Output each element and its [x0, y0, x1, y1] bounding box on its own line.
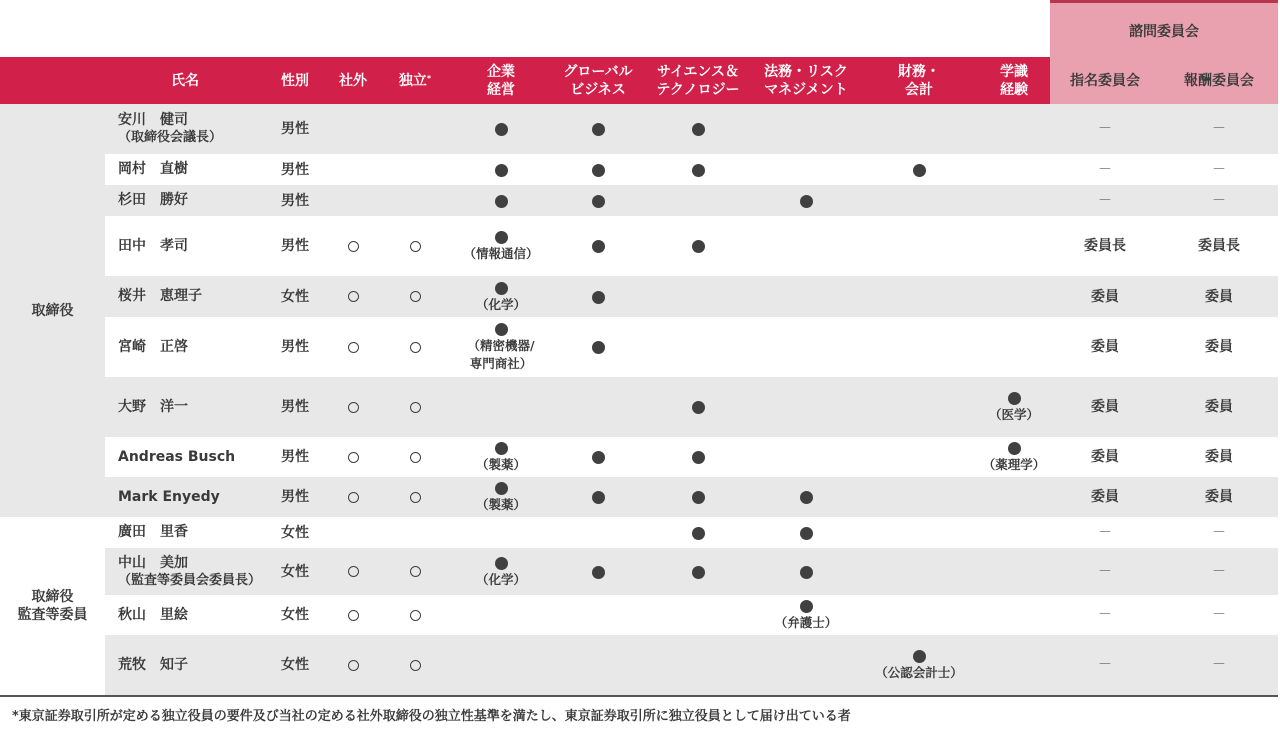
- cell-management: [460, 548, 542, 595]
- cell-management: [460, 216, 542, 276]
- member-name: [118, 185, 188, 216]
- cell-academic: [978, 635, 1050, 695]
- cell-gender: [270, 276, 320, 317]
- skill-dot-icon: [592, 451, 605, 464]
- cell-academic: [978, 437, 1050, 477]
- member-name: [118, 216, 188, 276]
- outside-circle-icon: [348, 660, 359, 671]
- member-name: [118, 377, 188, 437]
- cell-compensation: [1166, 477, 1272, 517]
- cell-management: [460, 517, 542, 548]
- member-name: [118, 635, 188, 695]
- independent-footnote-mark: *: [426, 73, 432, 83]
- cell-management: [460, 276, 542, 317]
- cell-management: [460, 104, 542, 154]
- cell-compensation: [1166, 154, 1272, 185]
- independent-circle-icon: [410, 452, 421, 463]
- cell-compensation: [1166, 185, 1272, 216]
- cell-finance: [875, 635, 963, 695]
- independent-circle-icon: [410, 402, 421, 413]
- nomination-role: 委員: [1091, 489, 1119, 505]
- cell-academic: [978, 185, 1050, 216]
- cell-compensation: [1166, 437, 1272, 477]
- cell-management: [460, 154, 542, 185]
- cell-science: [646, 154, 750, 185]
- cell-science: [646, 276, 750, 317]
- cell-legal: [752, 317, 860, 377]
- cell-gender: [270, 595, 320, 635]
- cell-compensation: [1166, 216, 1272, 276]
- cell-outside: [328, 216, 378, 276]
- cell-legal: [752, 635, 860, 695]
- member-name: [118, 548, 261, 595]
- cell-compensation: [1166, 595, 1272, 635]
- cell-science: [646, 437, 750, 477]
- skill-note: （化学）: [475, 296, 526, 312]
- nomination-role: －: [1098, 161, 1112, 178]
- member-name: [118, 437, 235, 477]
- cell-outside: [328, 185, 378, 216]
- cell-outside: [328, 595, 378, 635]
- skill-dot-icon: [592, 491, 605, 504]
- cell-academic: [978, 517, 1050, 548]
- category-directors: 取締役: [31, 302, 74, 319]
- cell-management: [460, 635, 542, 695]
- cell-science: [646, 317, 750, 377]
- cell-nomination: [1052, 317, 1158, 377]
- gender-value: 男性: [281, 192, 309, 209]
- skill-note: （情報通信）: [463, 246, 539, 261]
- nomination-role: －: [1098, 121, 1112, 137]
- cell-legal: [752, 437, 860, 477]
- outside-circle-icon: [348, 610, 359, 621]
- cell-nomination: [1052, 154, 1158, 185]
- skill-dot-icon: [800, 600, 813, 613]
- gender-value: 女性: [281, 607, 309, 623]
- cell-management: [460, 437, 542, 477]
- cell-legal: [752, 548, 860, 595]
- cell-global: [552, 635, 644, 695]
- cell-science: [646, 635, 750, 695]
- cell-global: [552, 185, 644, 216]
- cell-independent: [390, 635, 440, 695]
- outside-circle-icon: [348, 492, 359, 503]
- nomination-role: 委員長: [1084, 238, 1126, 254]
- skill-note: （弁護士）: [774, 615, 838, 630]
- cell-global: [552, 477, 644, 517]
- outside-circle-icon: [348, 241, 359, 252]
- cell-gender: [270, 635, 320, 695]
- cell-nomination: [1052, 437, 1158, 477]
- cell-independent: [390, 477, 440, 517]
- nomination-role: －: [1098, 657, 1112, 673]
- cell-gender: [270, 216, 320, 276]
- cell-independent: [390, 548, 440, 595]
- cell-outside: [328, 635, 378, 695]
- skill-dot-icon: [800, 195, 813, 208]
- col-header-independent: [390, 57, 440, 104]
- cell-science: [646, 377, 750, 437]
- cell-gender: [270, 317, 320, 377]
- skill-note: （製薬）: [475, 457, 526, 472]
- cell-outside: [328, 477, 378, 517]
- cell-compensation: [1166, 517, 1272, 548]
- category-audit-committee: 取締役 監査等委員: [17, 589, 88, 623]
- cell-gender: [270, 437, 320, 477]
- member-name-text: 秋山 里絵: [118, 606, 188, 623]
- cell-academic: [978, 216, 1050, 276]
- col-header-finance: 財務・ 会計: [898, 63, 940, 98]
- skill-dot-icon: [495, 282, 508, 295]
- cell-compensation: [1166, 635, 1272, 695]
- cell-legal: [752, 517, 860, 548]
- cell-outside: [328, 276, 378, 317]
- gender-value: 女性: [281, 288, 309, 305]
- cell-legal: [752, 104, 860, 154]
- cell-nomination: [1052, 595, 1158, 635]
- cell-global: [552, 104, 644, 154]
- member-name-text: 荒牧 知子: [118, 656, 188, 673]
- compensation-role: －: [1212, 192, 1226, 209]
- skill-dot-icon: [800, 566, 813, 579]
- member-name-text: 廣田 里香: [118, 524, 188, 540]
- col-header-outside: 社外: [339, 72, 367, 89]
- cell-independent: [390, 185, 440, 216]
- member-name-text: Andreas Busch: [118, 448, 236, 465]
- member-name-text: 田中 孝司: [118, 237, 188, 254]
- outside-circle-icon: [348, 566, 359, 577]
- skill-note: 専門商社）: [469, 356, 533, 371]
- independent-circle-icon: [410, 566, 421, 577]
- skill-dot-icon: [1008, 392, 1021, 405]
- footnote: *東京証券取引所が定める独立役員の要件及び当社の定める社外取締役の独立性基準を満たし、東京証券取引所に独立役員として届け出ている者: [12, 709, 851, 724]
- member-name: [118, 477, 220, 517]
- member-name-text: 中山 美加: [118, 554, 188, 571]
- compensation-role: 委員: [1205, 399, 1233, 415]
- cell-legal: [752, 216, 860, 276]
- compensation-role: 委員: [1205, 288, 1233, 305]
- outside-circle-icon: [348, 342, 359, 353]
- cell-management: [460, 477, 542, 517]
- skill-dot-icon: [692, 123, 705, 136]
- cell-nomination: [1052, 276, 1158, 317]
- skill-dot-icon: [592, 341, 605, 354]
- cell-management: [460, 317, 542, 377]
- nomination-role: 委員: [1091, 339, 1119, 355]
- independent-circle-icon: [410, 291, 421, 302]
- nomination-role: －: [1098, 563, 1112, 580]
- cell-gender: [270, 548, 320, 595]
- compensation-role: 委員: [1205, 489, 1233, 505]
- cell-outside: [328, 104, 378, 154]
- cell-science: [646, 185, 750, 216]
- nomination-role: 委員: [1091, 399, 1119, 415]
- cell-outside: [328, 437, 378, 477]
- gender-value: 女性: [281, 563, 309, 580]
- outside-circle-icon: [348, 452, 359, 463]
- skill-dot-icon: [495, 164, 508, 177]
- cell-nomination: [1052, 377, 1158, 437]
- cell-finance: [878, 517, 960, 548]
- cell-global: [552, 216, 644, 276]
- cell-nomination: [1052, 185, 1158, 216]
- cell-finance: [878, 548, 960, 595]
- skill-dot-icon: [495, 482, 508, 495]
- cell-science: [646, 104, 750, 154]
- cell-global: [552, 437, 644, 477]
- member-name: [118, 154, 188, 185]
- cell-nomination: [1052, 104, 1158, 154]
- member-name-text: 安川 健司: [118, 112, 188, 128]
- skill-dot-icon: [495, 442, 508, 455]
- cell-finance: [878, 595, 960, 635]
- cell-independent: [390, 437, 440, 477]
- cell-global: [552, 317, 644, 377]
- col-header-management: 企業 経営: [487, 63, 515, 98]
- col-header-academic: 学識 経験: [1000, 63, 1028, 98]
- member-name-text: 大野 洋一: [118, 398, 188, 415]
- cell-outside: [328, 548, 378, 595]
- cell-legal: [752, 477, 860, 517]
- gender-value: 男性: [281, 121, 309, 137]
- cell-academic: [978, 477, 1050, 517]
- compensation-role: －: [1212, 121, 1226, 137]
- cell-independent: [390, 154, 440, 185]
- independent-circle-icon: [410, 610, 421, 621]
- cell-gender: [270, 377, 320, 437]
- member-name: [118, 104, 222, 154]
- cell-compensation: [1166, 377, 1272, 437]
- skill-dot-icon: [495, 323, 508, 336]
- cell-legal: [752, 185, 860, 216]
- cell-nomination: [1052, 477, 1158, 517]
- skill-dot-icon: [692, 164, 705, 177]
- cell-independent: [390, 595, 440, 635]
- cell-outside: [328, 317, 378, 377]
- member-role-note: （監査等委員会委員長）: [118, 572, 262, 588]
- cell-independent: [390, 377, 440, 437]
- cell-management: [460, 377, 542, 437]
- cell-outside: [328, 377, 378, 437]
- cell-independent: [390, 276, 440, 317]
- cell-compensation: [1166, 276, 1272, 317]
- skill-dot-icon: [495, 123, 508, 136]
- cell-global: [552, 377, 644, 437]
- gender-value: 男性: [281, 489, 309, 505]
- member-role-note: （取締役会議長）: [118, 130, 223, 145]
- member-name: [118, 276, 202, 317]
- skill-dot-icon: [592, 291, 605, 304]
- gender-value: 男性: [281, 161, 309, 178]
- member-name-text: 桜井 恵理子: [118, 288, 202, 304]
- gender-value: 男性: [281, 449, 309, 465]
- compensation-role: －: [1212, 524, 1226, 541]
- compensation-role: －: [1212, 607, 1226, 623]
- compensation-role: －: [1212, 657, 1226, 673]
- cell-compensation: [1166, 317, 1272, 377]
- cell-finance: [878, 104, 960, 154]
- member-name: [118, 595, 188, 635]
- cell-global: [552, 548, 644, 595]
- independent-circle-icon: [410, 660, 421, 671]
- skill-dot-icon: [800, 491, 813, 504]
- cell-gender: [270, 517, 320, 548]
- cell-outside: [328, 154, 378, 185]
- nomination-role: －: [1098, 192, 1112, 209]
- compensation-role: 委員: [1205, 339, 1233, 355]
- cell-compensation: [1166, 548, 1272, 595]
- bottom-rule: [0, 695, 1278, 697]
- skill-dot-icon: [692, 451, 705, 464]
- advisory-committee-band: [1050, 0, 1278, 57]
- skill-dot-icon: [692, 566, 705, 579]
- skill-dot-icon: [913, 650, 926, 663]
- cell-academic: [978, 377, 1050, 437]
- independent-circle-icon: [410, 241, 421, 252]
- cell-finance: [878, 477, 960, 517]
- col-header-science: サイエンス＆ テクノロジー: [656, 63, 740, 98]
- skill-dot-icon: [495, 557, 508, 570]
- cell-global: [552, 595, 644, 635]
- member-name: [118, 317, 188, 377]
- cell-legal: [752, 276, 860, 317]
- cell-independent: [390, 216, 440, 276]
- nomination-role: 委員: [1091, 288, 1119, 305]
- member-name-text: 岡村 直樹: [118, 161, 188, 177]
- outside-circle-icon: [348, 402, 359, 413]
- cell-finance: [878, 437, 960, 477]
- independent-label: 独立: [398, 72, 427, 89]
- skill-note: （化学）: [475, 571, 526, 587]
- skill-dot-icon: [692, 491, 705, 504]
- skill-note: （製薬）: [475, 497, 526, 512]
- cell-finance: [878, 317, 960, 377]
- col-header-gender: 性別: [281, 72, 309, 89]
- cell-outside: [328, 517, 378, 548]
- skill-dot-icon: [692, 240, 705, 253]
- skill-dot-icon: [800, 527, 813, 540]
- cell-gender: [270, 477, 320, 517]
- cell-academic: [978, 276, 1050, 317]
- skill-dot-icon: [592, 566, 605, 579]
- cell-finance: [878, 377, 960, 437]
- independent-circle-icon: [410, 492, 421, 503]
- cell-finance: [878, 276, 960, 317]
- gender-value: 女性: [281, 657, 309, 673]
- cell-gender: [270, 154, 320, 185]
- skill-dot-icon: [592, 164, 605, 177]
- member-name: [118, 517, 188, 548]
- cell-science: [646, 548, 750, 595]
- cell-global: [552, 276, 644, 317]
- cell-academic: [978, 154, 1050, 185]
- skill-dot-icon: [592, 240, 605, 253]
- col-header-compensation: 報酬委員会: [1184, 72, 1254, 89]
- nomination-role: －: [1098, 607, 1112, 623]
- skill-dot-icon: [913, 164, 926, 177]
- cell-nomination: [1052, 216, 1158, 276]
- cell-nomination: [1052, 635, 1158, 695]
- cell-academic: [978, 595, 1050, 635]
- col-header-name: 氏名: [171, 72, 199, 89]
- cell-finance: [878, 185, 960, 216]
- skill-note: （公認会計士）: [875, 665, 963, 680]
- cell-science: [646, 517, 750, 548]
- member-name-text: Mark Enyedy: [118, 488, 220, 505]
- col-header-global: グローバル ビジネス: [563, 63, 633, 98]
- compensation-role: －: [1212, 563, 1226, 580]
- skill-dot-icon: [592, 123, 605, 136]
- skill-dot-icon: [495, 231, 508, 244]
- gender-value: 男性: [281, 399, 309, 415]
- cell-independent: [390, 317, 440, 377]
- skill-dot-icon: [692, 527, 705, 540]
- compensation-role: 委員長: [1198, 238, 1240, 254]
- independent-circle-icon: [410, 342, 421, 353]
- cell-compensation: [1166, 104, 1272, 154]
- cell-science: [646, 477, 750, 517]
- cell-gender: [270, 185, 320, 216]
- compensation-role: 委員: [1205, 449, 1233, 465]
- col-header-nomination: 指名委員会: [1070, 72, 1140, 89]
- cell-science: [646, 595, 750, 635]
- cell-academic: [978, 104, 1050, 154]
- cell-legal: [752, 377, 860, 437]
- cell-legal: [752, 154, 860, 185]
- cell-nomination: [1052, 548, 1158, 595]
- skill-dot-icon: [692, 401, 705, 414]
- compensation-role: －: [1212, 161, 1226, 178]
- outside-circle-icon: [348, 291, 359, 302]
- cell-finance: [878, 216, 960, 276]
- member-name-text: 宮崎 正啓: [118, 338, 188, 355]
- cell-global: [552, 154, 644, 185]
- cell-management: [460, 185, 542, 216]
- skill-note: （精密機器/: [467, 338, 535, 353]
- skill-note: （薬理学）: [982, 457, 1046, 472]
- cell-academic: [978, 317, 1050, 377]
- cell-academic: [978, 548, 1050, 595]
- cell-science: [646, 216, 750, 276]
- gender-value: 女性: [281, 524, 309, 541]
- skill-dot-icon: [1008, 442, 1021, 455]
- cell-management: [460, 595, 542, 635]
- gender-value: 男性: [281, 339, 309, 355]
- nomination-role: －: [1098, 524, 1112, 541]
- cell-independent: [390, 104, 440, 154]
- nomination-role: 委員: [1091, 449, 1119, 465]
- skill-dot-icon: [592, 195, 605, 208]
- skill-dot-icon: [495, 195, 508, 208]
- skill-note: （医学）: [988, 407, 1039, 422]
- cell-independent: [390, 517, 440, 548]
- cell-finance: [878, 154, 960, 185]
- col-header-legal: 法務・リスク マネジメント: [764, 63, 848, 98]
- cell-gender: [270, 104, 320, 154]
- member-name-text: 杉田 勝好: [118, 192, 188, 208]
- advisory-committee-label: 諮問委員会: [1129, 24, 1199, 40]
- cell-legal: [752, 595, 860, 635]
- gender-value: 男性: [281, 238, 309, 254]
- cell-global: [552, 517, 644, 548]
- cell-nomination: [1052, 517, 1158, 548]
